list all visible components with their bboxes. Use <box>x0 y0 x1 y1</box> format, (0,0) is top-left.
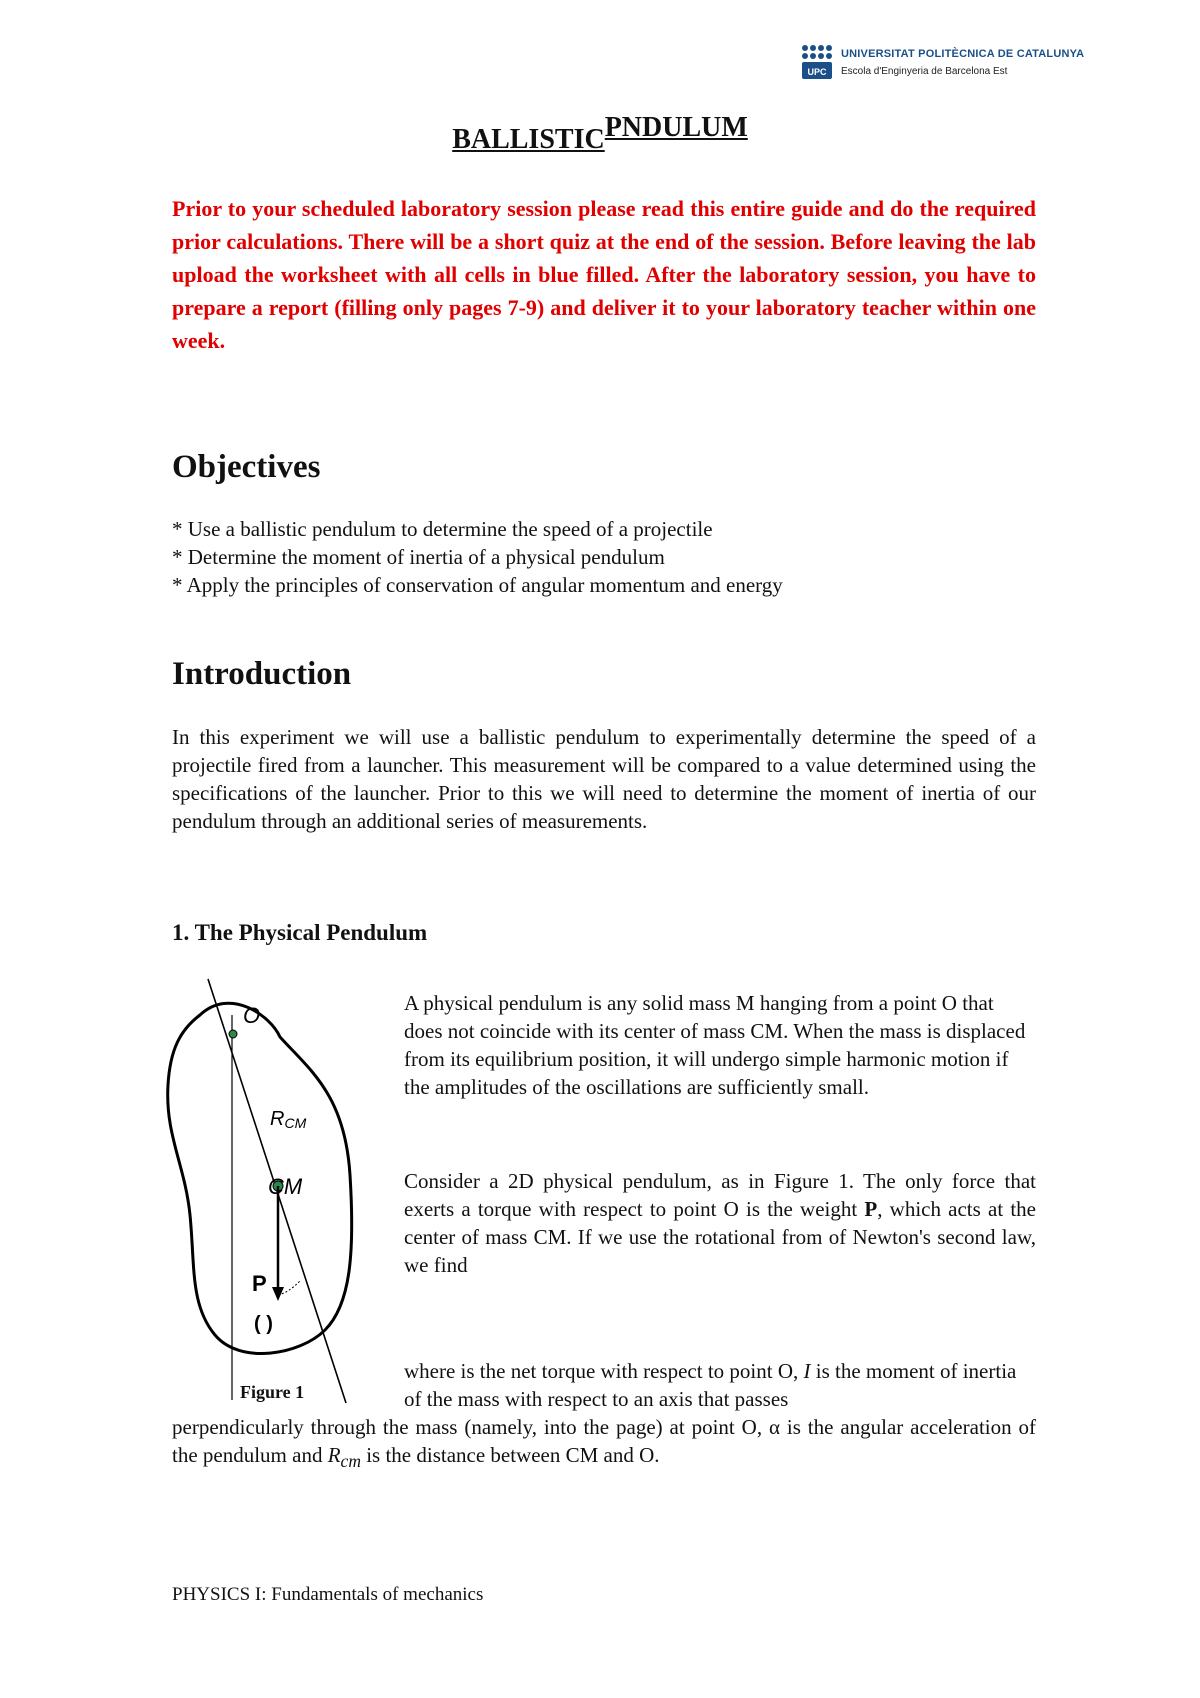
objectives-heading: Objectives <box>172 449 321 485</box>
pivot-point <box>229 1030 237 1038</box>
objective-item: * Determine the moment of inertia of a physical pendulum <box>172 545 665 569</box>
prior-notice: Prior to your scheduled laboratory session please read this entire guide and do the required prior calculations. There will be a short quiz at the end of the session. Before leaving the lab upload the worksheet with all cells in blue filled. After the laboratory session, you have to prepare a report (filling only pages 7-9) and deliver it to your laboratory teacher within one week. <box>172 196 1036 353</box>
pendulum-figure <box>160 975 400 1435</box>
pendulum-body-outline <box>168 1003 352 1353</box>
introduction-paragraph: In this experiment we will use a ballistic pendulum to experimentally determine the speed of a projectile fired from a launcher. This measurement will be compared to a value determined using the specifications of the launcher. Prior to this we will need to determine the moment of inertia of our pendulum through an additional series of measurements. <box>172 725 1036 833</box>
title-part1: BALLISTIC <box>452 124 605 155</box>
label-o: O <box>243 1003 261 1028</box>
torque-paragraph: Consider a 2D physical pendulum, as in Figure 1. The only force that exerts a torque with respect to point O is the weight P, which acts at the center of mass CM. If we use the rotational from of Newton's second law, we find <box>404 1169 1036 1277</box>
document-title <box>0 112 1200 155</box>
label-cm: CM <box>268 1174 303 1199</box>
introduction-heading: Introduction <box>172 656 352 692</box>
section-heading: 1. The Physical Pendulum <box>172 920 428 945</box>
objective-item: * Apply the principles of conservation of angular momentum and energy <box>172 573 783 597</box>
label-theta: ( ) <box>254 1313 273 1335</box>
where-paragraph: where is the net torque with respect to point O, I is the moment of inertia of the mass with respect to an axis that passes <box>404 1359 1017 1411</box>
page-footer: PHYSICS I: Fundamentals of mechanics <box>172 1584 484 1605</box>
objectives-list <box>172 515 783 599</box>
title-part2: PNDULUM <box>604 112 748 143</box>
objective-item: * Use a ballistic pendulum to determine the speed of a projectile <box>172 517 713 541</box>
physical-pendulum-definition: A physical pendulum is any solid mass M hanging from a point O that does not coincide with its center of mass CM. When the mass is displaced from its equilibrium position, it will undergo simple harmonic motion if the amplitudes of the oscillations are sufficiently small. <box>404 991 1026 1099</box>
upc-logo <box>801 44 1085 84</box>
where-paragraph-continued: perpendicularly through the mass (namely, into the page) at point O, α is the angular acceleration of the pendulum and $R_{cm}$ is the distance between CM and O. <box>172 1415 1036 1472</box>
svg-text:UPC: UPC <box>807 67 827 77</box>
label-p: P <box>252 1271 267 1296</box>
university-name: UNIVERSITAT POLITÈCNICA DE CATALUNYA <box>841 48 1085 60</box>
label-rcm: RCM <box>270 1108 307 1131</box>
upc-logo-icon <box>801 44 833 80</box>
school-name: Escola d'Enginyeria de Barcelona Est <box>841 66 1008 77</box>
figure-caption: Figure 1 <box>240 1382 305 1402</box>
